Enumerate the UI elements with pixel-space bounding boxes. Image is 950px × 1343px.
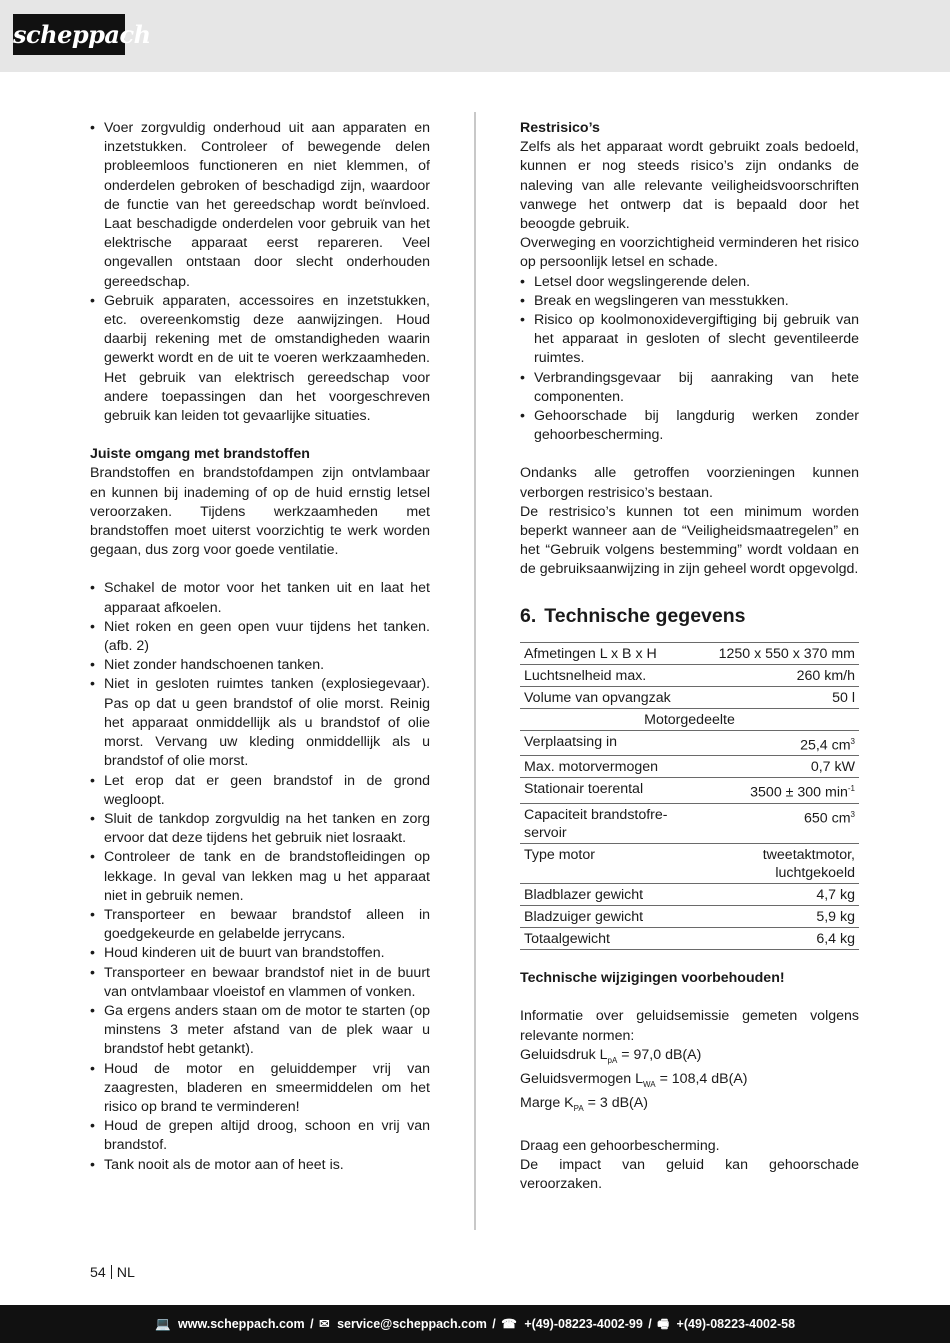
table-row: [520, 642, 859, 664]
table-row: [520, 730, 859, 756]
page-language: NL: [116, 1265, 135, 1281]
spec-label: Afmetingen L x B x H: [520, 642, 694, 664]
list-item: • Gebruik apparaten, accessoires en inzetstukken, etc. overeenkomstig deze aanwijzingen. Houd daarbij rekening met de omstandigheden waarin gewerkt wordt en de uit te voeren werkzaamheden. Het gebruik van elektrisch gereedschap voor andere toepassingen dan het voorgeschreven gebruik kan leiden tot gevaarlijke situaties.: [90, 292, 430, 426]
computer-icon: 💻: [154, 1317, 171, 1331]
list-item: • Break en wegslingeren van messtukken.: [520, 292, 859, 311]
spec-label: Max. motorvermogen: [520, 756, 694, 778]
page-header: [0, 0, 950, 72]
spec-value: tweetaktmotor, luchtgekoeld: [694, 844, 859, 884]
list-item: • Voer zorgvuldig onderhoud uit aan apparaten en inzetstukken. Controleer of bewegende delen probleemloos functioneren en niet klemmen, of onderdelen gebroken of beschadigd zijn, waardoor de functie van het gereedschap wordt beïnvloed. Laat beschadigde onderdelen voor gebruik van het elektrische apparaat eerst repareren. Veel ongevallen ontstaan door slecht onderhouden gereedschap.: [90, 119, 430, 292]
spec-value: 0,7 kW: [694, 756, 859, 778]
spec-label: Totaalgewicht: [520, 928, 694, 950]
spec-value: 650 $cm^3$: [694, 804, 859, 844]
noise-intro: Informatie over geluidsemissie gemeten volgens relevante normen:: [520, 1008, 859, 1044]
column-divider: [474, 112, 476, 1230]
list-item: • Tank nooit als de motor aan of heet is.: [90, 1156, 430, 1175]
spec-value: 50 l: [694, 686, 859, 708]
table-row: [520, 778, 859, 804]
risk-paragraph: Ondanks alle getroffen voorzieningen kunnen verborgen restrisico’s bestaan.: [520, 465, 859, 501]
spec-value: 5,9 kg: [694, 906, 859, 928]
risk-heading: Restrisico’s: [520, 120, 600, 136]
list-item: • Letsel door wegslingerende delen.: [520, 273, 859, 292]
list-item: • Niet zonder handschoenen tanken.: [90, 656, 430, 675]
noise-line: Geluidsvermogen $L_{WA} = 108,4$ dB(A): [520, 1070, 748, 1089]
spec-value: 25,4 $cm^3$: [694, 730, 859, 756]
page-number: [90, 1265, 135, 1281]
list-item: • Houd de grepen altijd droog, schoon en vrij van brandstof.: [90, 1117, 430, 1155]
section-title-text: Technische gegevens: [544, 604, 746, 627]
spec-value: 1250 x 550 x 370 mm: [694, 642, 859, 664]
footer-website[interactable]: www.scheppach.com: [178, 1317, 305, 1331]
fuel-paragraph: Brandstoffen en brandstofdampen zijn ontvlambaar en kunnen bij inademing of op de huid ernstig letsel veroorzaken. Tijdens werkzaamheden met brandstoffen moet uiterst voorzichtig te werk worden gegaan, dus zorg voor goede ventilatie.: [90, 465, 430, 559]
spec-label: Type motor: [520, 844, 694, 884]
table-row: [520, 884, 859, 906]
footer-fax: +(49)-08223-4002-58: [676, 1317, 796, 1331]
spec-label: Volume van opvangzak: [520, 686, 694, 708]
page-number-value: 54: [90, 1265, 106, 1281]
table-row: [520, 844, 859, 884]
table-row: [520, 906, 859, 928]
table-row: [520, 664, 859, 686]
spec-label: Luchtsnelheid max.: [520, 664, 694, 686]
spec-table: [520, 642, 859, 950]
list-item: • Transporteer en bewaar brandstof niet in de buurt van ontvlambaar vloeistof en vlammen of vonken.: [90, 964, 430, 1002]
brand-logo: scheppach: [13, 14, 125, 55]
hearing-note: De impact van geluid kan gehoorschade veroorzaken.: [520, 1157, 859, 1193]
left-column: [90, 119, 430, 1175]
table-row: [520, 708, 859, 730]
mail-icon: ✉: [319, 1317, 330, 1331]
list-item: • Schakel de motor voor het tanken uit en laat het apparaat afkoelen.: [90, 579, 430, 617]
list-item: • Transporteer en bewaar brandstof alleen in goedgekeurde en gelabelde jerrycans.: [90, 906, 430, 944]
spec-group-label: Motorgedeelte: [520, 708, 859, 730]
risk-paragraph: Overweging en voorzichtigheid verminderen het risico op persoonlijk letsel en schade.: [520, 235, 859, 271]
risk-paragraph: Zelfs als het apparaat wordt gebruikt zoals bedoeld, kunnen er nog steeds risico’s zijn ondanks de naleving van alle relevante veiligheidsvoorschriften vanwege het ontwerp dat is bepaald door het beoogde gebruik.: [520, 139, 859, 233]
phone-icon: ☎: [501, 1317, 517, 1331]
spec-value: 3500 ± 300 $\min^{-1}$: [694, 778, 859, 804]
page-footer: 💻 www.scheppach.com / ✉ service@scheppach.com / ☎ +(49)-08223-4002-99 / 🖷 +(49)-08223-4002-58: [0, 1305, 950, 1343]
footer-email[interactable]: service@scheppach.com: [337, 1317, 487, 1331]
list-item: • Sluit de tankdop zorgvuldig na het tanken en zorg ervoor dat deze tijdens het gebruik niet losraakt.: [90, 810, 430, 848]
list-item: • Ga ergens anders staan om de motor te starten (op minstens 3 meter afstand van de plek waar u brandstof hebt getankt).: [90, 1002, 430, 1060]
noise-line: Geluidsdruk $L_{pA} = 97,0$ dB(A): [520, 1046, 702, 1065]
list-item: • Niet roken en geen open vuur tijdens het tanken. (afb. 2): [90, 618, 430, 656]
hearing-note: Draag een gehoorbescherming.: [520, 1137, 720, 1154]
maintenance-list: [90, 119, 430, 426]
table-row: [520, 756, 859, 778]
spec-label: Bladzuiger gewicht: [520, 906, 694, 928]
spec-label: Bladblazer gewicht: [520, 884, 694, 906]
section-title: [520, 604, 859, 628]
tech-note: Technische wijzigingen voorbehouden!: [520, 970, 785, 987]
right-column: [520, 119, 859, 1194]
risk-paragraph: De restrisico’s kunnen tot een minimum worden beperkt wanneer aan de “Veiligheidsmaatregelen” en het “Gebruik volgens bestemming” wordt voldaan en de gebruiksaanwijzing in zijn geheel wordt opgevolgd.: [520, 503, 859, 578]
list-item: • Houd de motor en geluiddemper vrij van zaagresten, bladeren en smeermiddelen om het risico op brand te verminderen!: [90, 1060, 430, 1118]
noise-values: [520, 1046, 859, 1118]
list-item: • Risico op koolmonoxidevergiftiging bij gebruik van het apparaat in gesloten of slecht geventileerde ruimtes.: [520, 311, 859, 369]
table-row: [520, 686, 859, 708]
section-number: 6.: [520, 604, 537, 627]
table-row: [520, 928, 859, 950]
spec-value: 4,7 kg: [694, 884, 859, 906]
list-item: • Niet in gesloten ruimtes tanken (explosiegevaar). Pas op dat u geen brandstof of olie morst. Reinig het apparaat onmiddellijk als u brandstof of olie morst. Vervang uw kleding onmiddellijk als u brandstof of olie morst.: [90, 675, 430, 771]
list-item: • Let erop dat er geen brandstof in de grond wegloopt.: [90, 772, 430, 810]
fax-icon: 🖷: [657, 1317, 670, 1331]
fuel-heading: Juiste omgang met brandstoffen: [90, 446, 310, 463]
list-item: • Gehoorschade bij langdurig werken zonder gehoorbescherming.: [520, 407, 859, 445]
risk-list: [520, 273, 859, 446]
spec-label: Stationair toerental: [520, 778, 694, 804]
table-row: [520, 804, 859, 844]
spec-label: Verplaatsing in: [520, 730, 694, 756]
list-item: • Controleer de tank en de brandstofleidingen op lekkage. In geval van lekken mag u het apparaat niet in gebruik nemen.: [90, 848, 430, 906]
list-item: • Verbrandingsgevaar bij aanraking van hete componenten.: [520, 369, 859, 407]
noise-line: Marge $K_{PA} = 3$ dB(A): [520, 1094, 648, 1113]
footer-phone: +(49)-08223-4002-99: [524, 1317, 643, 1331]
spec-value: 6,4 kg: [694, 928, 859, 950]
spec-label: Capaciteit brandstofre-servoir: [520, 804, 694, 844]
fuel-safety-list: [90, 579, 430, 1174]
list-item: • Houd kinderen uit de buurt van brandstoffen.: [90, 944, 430, 963]
spec-value: 260 km/h: [694, 664, 859, 686]
